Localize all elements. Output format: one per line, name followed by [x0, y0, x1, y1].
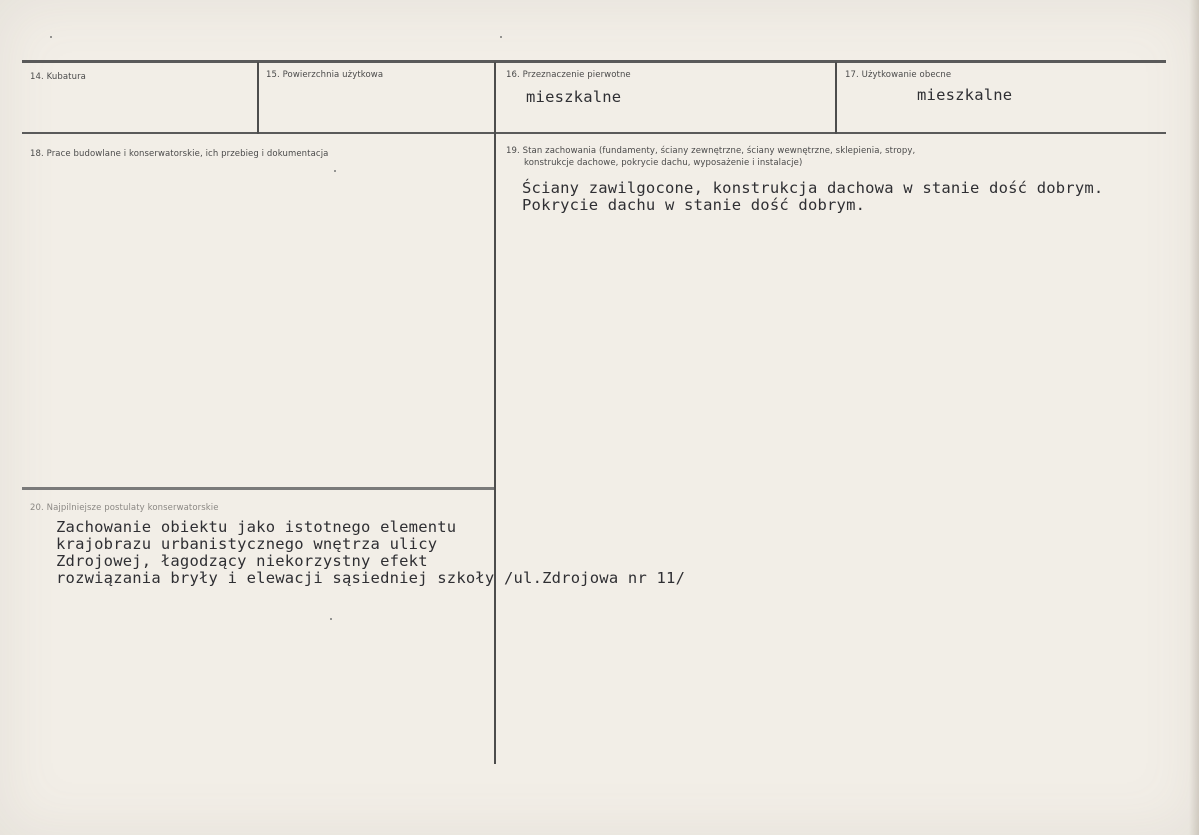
field-17-value: mieszkalne: [917, 86, 1013, 104]
field-20-value-line: krajobrazu urbanistycznego wnętrza ulicy: [56, 535, 438, 553]
paper-speck: [330, 618, 332, 620]
paper-speck: [334, 170, 336, 172]
field-19-value: [522, 180, 1103, 214]
field-20-value: [56, 519, 685, 587]
row1-divider-3: [835, 62, 837, 134]
field-16-label: 16. Przeznaczenie pierwotne: [506, 70, 631, 80]
card-edge-shadow: [1189, 0, 1199, 835]
field-19-label-line2: konstrukcje dachowe, pokrycie dachu, wyposażenie i instalacje): [524, 158, 803, 168]
field-19-label-line1: 19. Stan zachowania (fundamenty, ściany zewnętrzne, ściany wewnętrzne, sklepienia, stropy,: [506, 146, 916, 156]
section20-top-rule: [22, 487, 494, 490]
paper-speck: [500, 36, 502, 38]
field-20-value-line: rozwiązania bryły i elewacji sąsiedniej szkoły /ul.Zdrojowa nr 11/: [56, 569, 686, 587]
field-20-value-line: Zdrojowej, łagodzący niekorzystny efekt: [56, 552, 428, 570]
center-divider: [494, 62, 496, 764]
field-20-value-line: Zachowanie obiektu jako istotnego elementu: [56, 518, 457, 536]
row1-divider-1: [257, 62, 259, 134]
field-18-label: 18. Prace budowlane i konserwatorskie, ich przebieg i dokumentacja: [30, 149, 329, 159]
field-19-value-line: Ściany zawilgocone, konstrukcja dachowa w stanie dość dobrym.: [522, 179, 1104, 197]
paper-speck: [50, 36, 52, 38]
field-20-label: 20. Najpilniejsze postulaty konserwatorskie: [30, 503, 219, 513]
field-14-label: 14. Kubatura: [30, 72, 86, 82]
row1-bottom-rule: [22, 132, 1166, 134]
field-16-value: mieszkalne: [526, 88, 622, 106]
field-17-label: 17. Użytkowanie obecne: [845, 70, 952, 80]
field-15-label: 15. Powierzchnia użytkowa: [266, 70, 384, 80]
field-19-value-line: Pokrycie dachu w stanie dość dobrym.: [522, 196, 866, 214]
top-rule: [22, 60, 1166, 63]
